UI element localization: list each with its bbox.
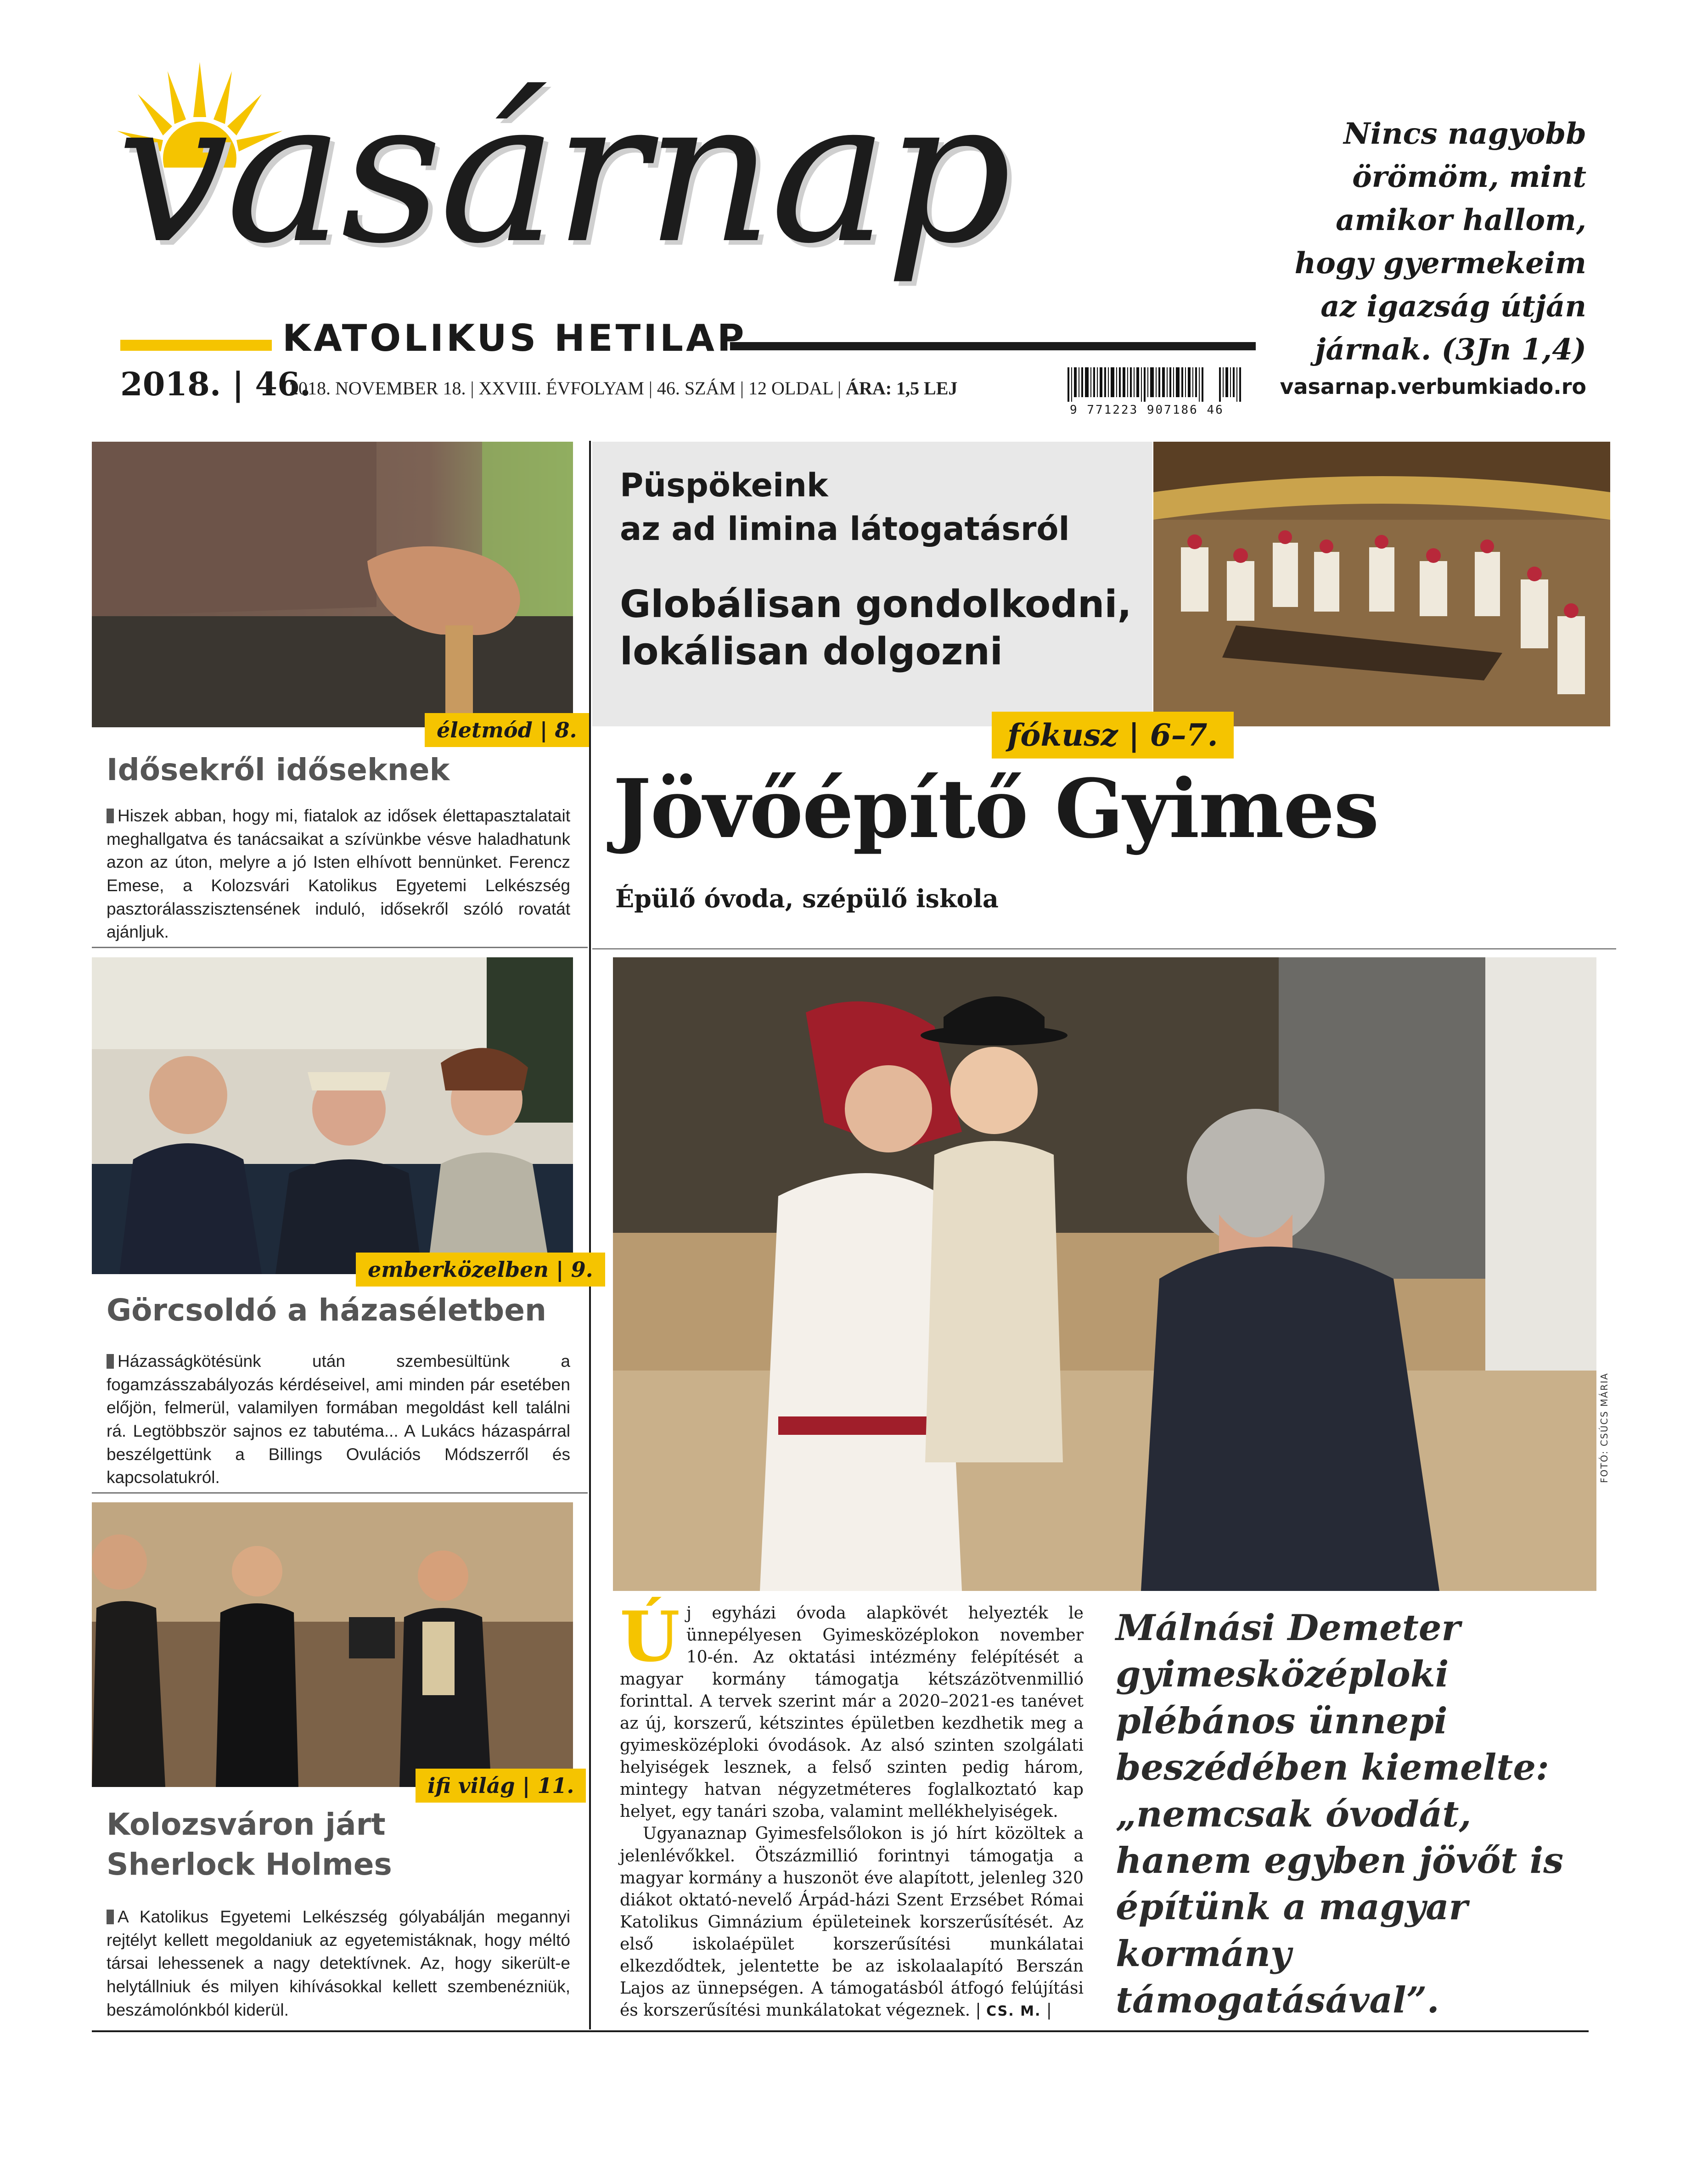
bullet-icon: [107, 809, 114, 823]
masthead-quote: Nincs nagyobb örömöm, mint amikor hallom, hogy gyermekeim az igazság útján járnak. (3Jn 1,4): [1294, 117, 1586, 367]
sidebar-item3-title-line1: Kolozsváron járt: [107, 1807, 386, 1842]
pull-quote: Málnási Demeter gyimesközéploki plébános ünnepi beszédében kiemelte: „nemcsak óvodát, hanem egyben jövőt is építünk a magyar kormány támogatásával”.: [1116, 1607, 1564, 2022]
barcode-icon: [1068, 367, 1251, 402]
main-headline[interactable]: Jövőépítő Gyimes: [613, 761, 1378, 856]
lead-article: Új egyházi óvoda alapkövét helyezték le ünnepélyesen Gyimesközéplokon november 10-én. Az oktatási intézmény felépítését a magyar kormány támogatja kétszázötvenmillió forinttal. A tervek szerint már a 2020–2021-es tanévet az új, korszerű, kétszintes épületben kezdhetik meg a gyimesközéploki óvodások. Az alsó szinten szolgálati helyiségek lesznek, a felső szinten pedig három, mintegy hatvan négyzetméteres foglalkoztató kap helyet, egy tanári szoba, valamint mellékhelyiségek. Ugyanaznap Gyimesfelsőlokon is jó hírt közöltek a jelenlévőkkel. Ötszázmillió forintnyi támogatja a magyar kormány a huszonöt éve alapított, jelenleg 320 diákot oktató-nevelő Árpád-házi Szent Erzsébet Római Katolikus Gimnázium épületeinek korszerűsítését. Az első iskolaépület korszerűsítési munkálatai elkezdődtek, jelentette be az iskolaalapító Berszán Lajos az ünnepségen. A támogatásból átfogó felújítási és korszerűsítési munkálatokat végeznek. | CS. M. |: [620, 1596, 1084, 2020]
photo-bishops: [1153, 442, 1610, 726]
sidebar-item1-body: Hiszek abban, hogy mi, fiatalok az idősek élettapasztalatait meghallgatva és tanácsaikat a szívünkbe vésve haladhatunk azon az úton, melyre a jó Isten elhívott bennünket. Ferencz Emese, a Kolozsvári Katolikus Egyetemi Lelkészség pasztorálasszisztensének induló, idősekről szóló rovatát ajánljuk.: [107, 806, 570, 942]
yellow-rule: [120, 340, 272, 351]
column-divider: [589, 441, 591, 2029]
issue-meta: 2018. NOVEMBER 18. | XXVIII. ÉVFOLYAM | 46. SZÁM | 12 OLDAL | ÁRA: 1,5 LEJ: [289, 378, 958, 399]
sidebar-item2-body: Házasságkötésünk után szembesültünk a fogamzásszabályozás kérdéseivel, ami minden pár esetében előjön, felmerül, valamilyen formában megoldást kell találni rá. Legtöbbször sajnos ez tabutéma... A Lukács házaspárral beszélgettünk a Billings Ovulációs Módszerről és kapcsolatukról.: [107, 1352, 570, 1487]
dropcap: Ú: [620, 1596, 680, 1677]
photo-sherlock-event: [92, 1502, 573, 1787]
issue-number: 2018. | 46.: [120, 365, 311, 403]
photo-gyimes-children: [613, 957, 1596, 1591]
main-subheadline: Épülő óvoda, szépülő iskola: [615, 884, 999, 913]
divider: [92, 1492, 588, 1494]
black-rule: [730, 342, 1256, 350]
section-tag-ifi-vilag[interactable]: ifi világ | 11.: [416, 1769, 586, 1803]
topbox-headline-2[interactable]: Globálisan gondolkodni, lokálisan dolgozni: [620, 583, 1132, 674]
bottom-rule: [92, 2030, 1589, 2032]
photo-three-people: [92, 957, 573, 1274]
photo-elder-hand: [92, 442, 573, 727]
topbox-headline-1[interactable]: Püspökeink az ad limina látogatásról: [620, 466, 1070, 548]
barcode-number: 9 771223 907186 46: [1070, 403, 1224, 417]
bullet-icon: [107, 1354, 114, 1369]
sidebar-item1-title[interactable]: Idősekről időseknek: [107, 752, 450, 787]
section-tag-eletmod[interactable]: életmód | 8.: [425, 713, 589, 747]
bullet-icon: [107, 1910, 114, 1924]
lead-rule: [592, 948, 1616, 950]
website-link[interactable]: vasarnap.verbumkiado.ro: [1280, 374, 1586, 399]
divider: [92, 947, 588, 948]
sidebar-item2-title[interactable]: Görcsoldó a házaséletben: [107, 1292, 546, 1328]
sidebar-item3-title-line2: Sherlock Holmes: [107, 1847, 392, 1882]
photo-credit: FOTÓ: CSÚCS MÁRIA: [1599, 1372, 1610, 1483]
masthead-subtitle: KATOLIKUS HETILAP: [282, 317, 747, 360]
sidebar-item3-body: A Katolikus Egyetemi Lelkészség gólyabálján megannyi rejtélyt kellett megoldaniuk az egyetemistáknak, hogy méltó társai lehessenek a nagy detektívnek. Az, hogy sikerült-e helytállniuk és milyen kihívásokkal kellett szembenézniük, beszámolónkból kiderül.: [107, 1907, 570, 2019]
section-tag-fokusz[interactable]: fókusz | 6–7.: [992, 712, 1234, 759]
masthead-logo: vasárnap: [117, 57, 1009, 287]
sidebar-item3-title[interactable]: [107, 1804, 392, 1884]
author-signature: CS. M.: [986, 2003, 1041, 2019]
section-tag-emberkozelben[interactable]: emberközelben | 9.: [356, 1253, 605, 1287]
